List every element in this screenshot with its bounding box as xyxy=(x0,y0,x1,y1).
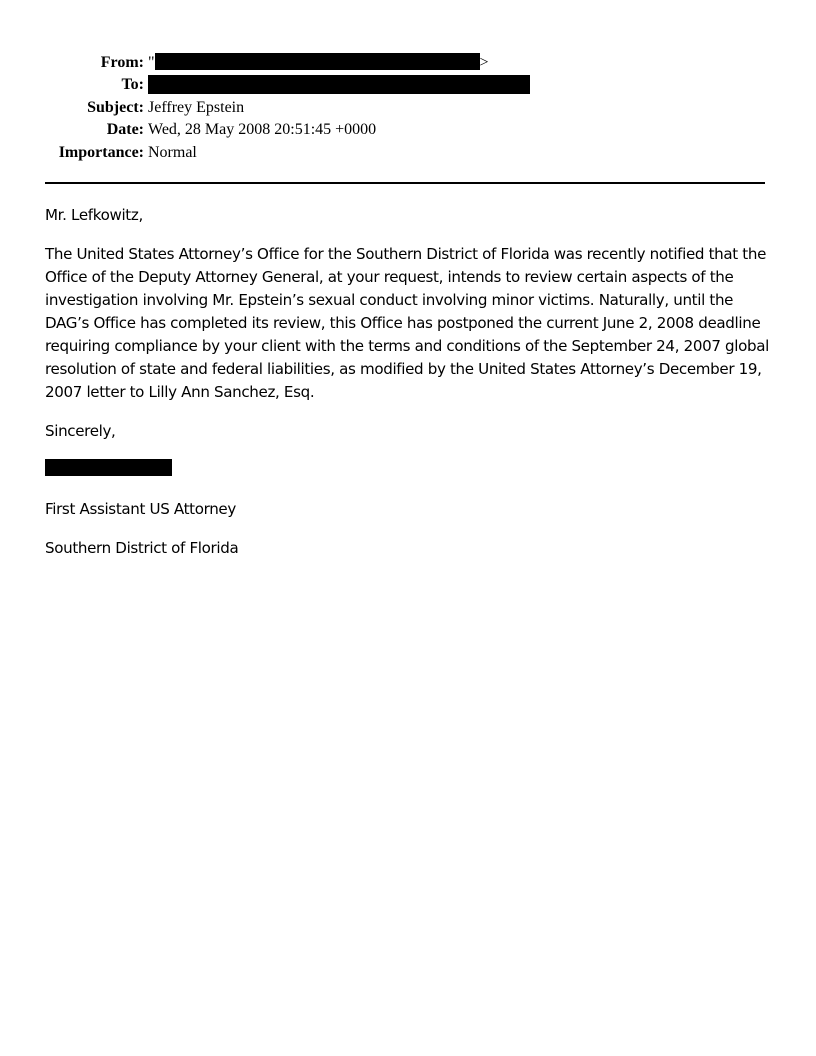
to-row xyxy=(0,74,816,96)
to-value xyxy=(148,74,530,96)
date-value: Wed, 28 May 2008 20:51:45 +0000 xyxy=(148,121,377,139)
from-value xyxy=(148,52,489,74)
from-label: From: xyxy=(100,54,144,71)
subject-value: Jeffrey Epstein xyxy=(148,98,245,116)
body-paragraph: The United States Attorney’s Office for the Southern District of Florida was recently notified that the Office of the Deputy Attorney General, at your request, intends to review certain aspects of the investigation involving Mr. Epstein’s sexual conduct involving minor victims. Naturally, until the DAG’s Office has completed its review, this Office has postponed the current June 2, 2008 deadline requiring compliance by your client with the terms and conditions of the September 24, 2007 global resolution of state and federal liabilities, as modified by the United States Attorney’s December 19, 2007 letter to Lilly Ann Sanchez, Esq. xyxy=(45,245,769,401)
signature-office: Southern District of Florida xyxy=(45,539,239,557)
from-redaction xyxy=(155,53,480,70)
subject-label: Subject: xyxy=(87,98,144,116)
email-header xyxy=(0,52,816,164)
from-open-quote: " xyxy=(148,54,155,71)
importance-row xyxy=(0,142,816,164)
email-body xyxy=(45,204,775,576)
importance-label: Importance: xyxy=(58,143,144,161)
signature-title: First Assistant US Attorney xyxy=(45,500,236,518)
salutation: Mr. Lefkowitz, xyxy=(45,206,143,224)
to-label: To: xyxy=(121,76,144,94)
closing: Sincerely, xyxy=(45,422,116,440)
importance-value: Normal xyxy=(148,143,197,161)
date-row xyxy=(0,119,816,141)
header-divider xyxy=(45,182,765,184)
to-redaction xyxy=(148,75,530,94)
from-close-bracket: > xyxy=(479,54,489,71)
date-label: Date: xyxy=(106,121,144,139)
subject-row xyxy=(0,97,816,119)
from-row xyxy=(0,52,816,74)
signature-redaction xyxy=(45,459,172,476)
